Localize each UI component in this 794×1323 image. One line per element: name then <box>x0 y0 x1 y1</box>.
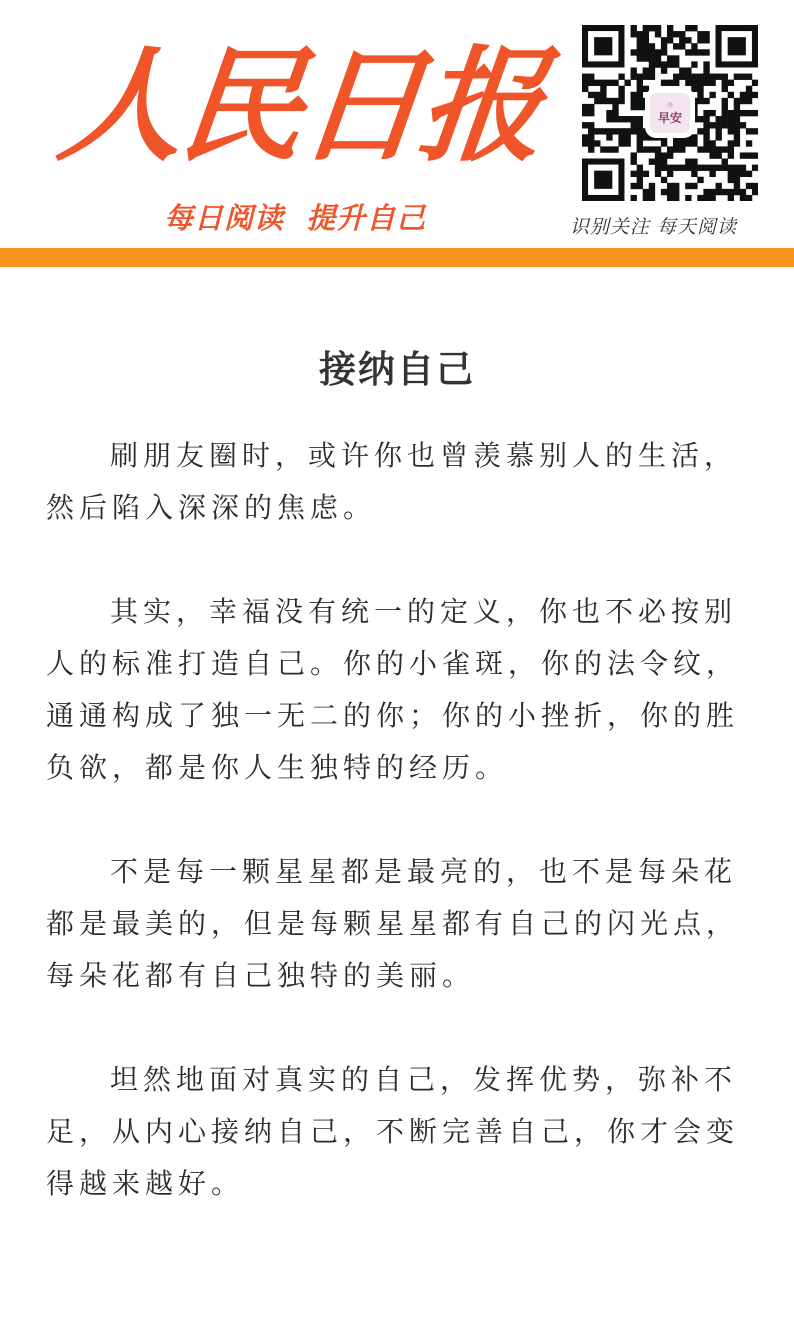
orange-divider <box>0 248 794 267</box>
article <box>0 267 794 1323</box>
article-body <box>46 430 754 1210</box>
newspaper-logo: 人民日报 <box>52 34 548 179</box>
masthead <box>0 0 794 248</box>
paragraph-3: 不是每一颗星星都是最亮的，也不是每朵花都是最美的，但是每颗星星都有自己的闪光点，每朵花都有自己独特的美丽。 <box>46 855 740 992</box>
qr-center-badge <box>648 91 692 135</box>
paragraph-4: 坦然地面对真实的自己，发挥优势，弥补不足，从内心接纳自己，不断完善自己，你才会变得越来越好。 <box>46 1063 740 1200</box>
qr-code[interactable] <box>582 25 758 201</box>
slogan: 每日阅读 提升自己 <box>164 201 427 235</box>
article-title: 接纳自己 <box>319 348 475 391</box>
paragraph-1: 刷朋友圈时，或许你也曾羡慕别人的生活，然后陷入深深的焦虑。 <box>46 439 738 524</box>
qr-caption: 识别关注 每天阅读 <box>570 216 738 238</box>
paragraph-2: 其实，幸福没有统一的定义，你也不必按别人的标准打造自己。你的小雀斑，你的法令纹，通通构成了独一无二的你；你的小挫折，你的胜负欲，都是你人生独特的经历。 <box>46 595 740 784</box>
qr-badge-label: 早安 <box>657 110 682 125</box>
sun-icon: ☼ <box>665 100 675 111</box>
